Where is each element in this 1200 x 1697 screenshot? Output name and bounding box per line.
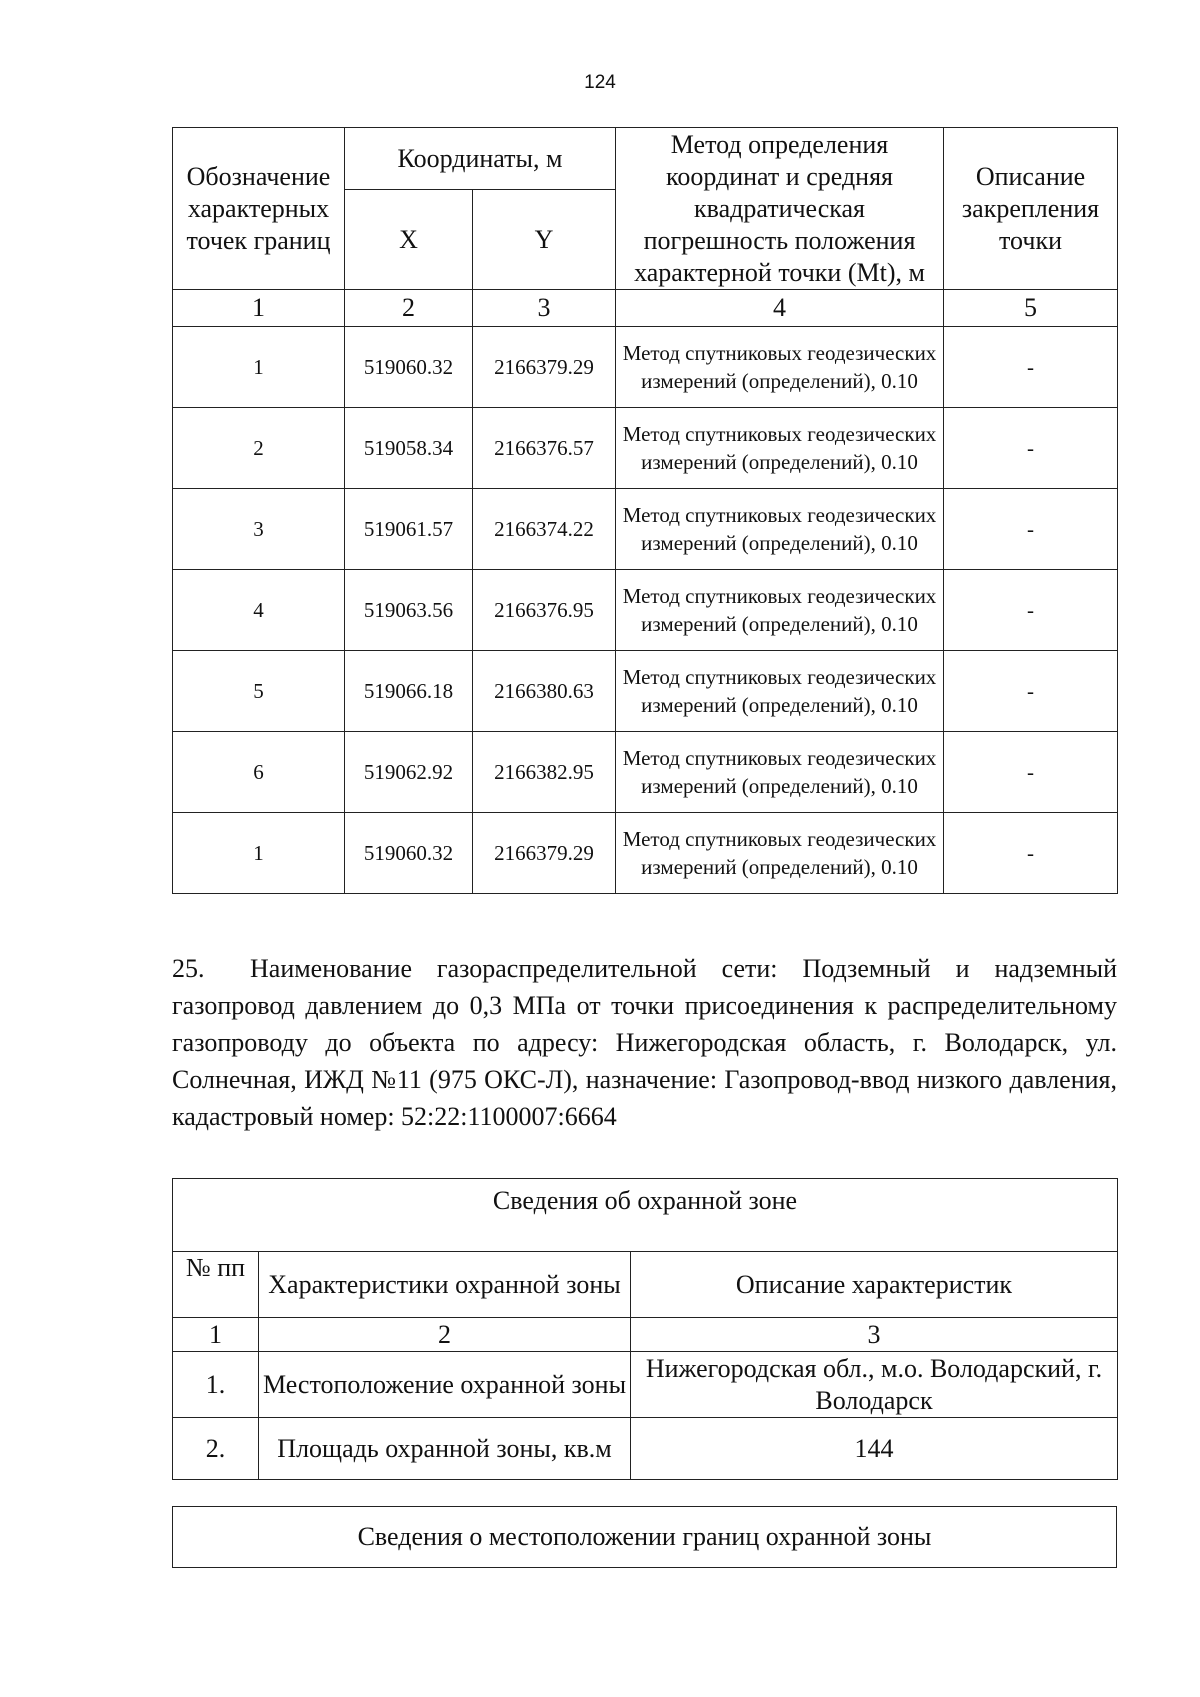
header-characteristics: Характеристики охранной зоны	[259, 1252, 631, 1318]
paragraph-number: 25.	[172, 954, 205, 983]
method-cell: Метод спутниковых геодезических измерений (определений), 0.10	[616, 732, 944, 813]
page-number: 124	[584, 72, 616, 93]
method-cell: Метод спутниковых геодезических измерений (определений), 0.10	[616, 570, 944, 651]
column-number: 3	[631, 1318, 1118, 1352]
header-number: № пп	[173, 1252, 259, 1318]
column-number: 2	[259, 1318, 631, 1352]
table-row	[173, 732, 1118, 813]
characteristic-value: 144	[631, 1418, 1118, 1480]
point-number: 1	[173, 813, 345, 894]
header-description: Описание характеристик	[631, 1252, 1118, 1318]
row-number: 2.	[173, 1418, 259, 1480]
point-number: 5	[173, 651, 345, 732]
fixing-description: -	[944, 651, 1118, 732]
row-number: 1.	[173, 1352, 259, 1418]
fixing-description: -	[944, 813, 1118, 894]
characteristic-name: Местоположение охранной зоны	[259, 1352, 631, 1418]
fixing-description: -	[944, 327, 1118, 408]
paragraph-text: Наименование газораспределительной сети: Подземный и надземный газопровод давлением до 0,3 МПа от точки присоединения к распределительному газопроводу до объекта по адресу: Нижегородская область, г. Володарск, ул. Солнечная, ИЖД №11 (975 ОКС-Л), назначение: Газопровод-ввод низкого давления, кадастровый номер: 52:22:1100007:6664	[172, 954, 1117, 1131]
table-row	[173, 327, 1118, 408]
x-coordinate: 519060.32	[345, 327, 473, 408]
header-x: X	[345, 190, 473, 290]
header-y: Y	[473, 190, 616, 290]
y-coordinate: 2166382.95	[473, 732, 616, 813]
point-number: 3	[173, 489, 345, 570]
boundaries-section-title	[172, 1506, 1117, 1568]
coordinates-table	[172, 127, 1118, 894]
column-numbers-row	[173, 290, 1118, 327]
x-coordinate: 519066.18	[345, 651, 473, 732]
column-number: 1	[173, 290, 345, 327]
point-number: 1	[173, 327, 345, 408]
column-number: 4	[616, 290, 944, 327]
x-coordinate: 519060.32	[345, 813, 473, 894]
characteristic-value: Нижегородская обл., м.о. Володарский, г. Володарск	[631, 1352, 1118, 1418]
table-row	[173, 489, 1118, 570]
zone-table-title: Сведения об охранной зоне	[173, 1179, 1118, 1252]
table-row	[173, 651, 1118, 732]
y-coordinate: 2166374.22	[473, 489, 616, 570]
characteristic-name: Площадь охранной зоны, кв.м	[259, 1418, 631, 1480]
x-coordinate: 519062.92	[345, 732, 473, 813]
fixing-description: -	[944, 732, 1118, 813]
header-fixing-description: Описание закрепления точки	[944, 128, 1118, 290]
column-number: 5	[944, 290, 1118, 327]
method-cell: Метод спутниковых геодезических измерений (определений), 0.10	[616, 489, 944, 570]
column-number: 1	[173, 1318, 259, 1352]
network-description-paragraph	[172, 950, 1117, 1135]
table-row	[173, 570, 1118, 651]
y-coordinate: 2166376.57	[473, 408, 616, 489]
boundaries-title-text: Сведения о местоположении границ охранной зоны	[357, 1522, 932, 1551]
header-method: Метод определения координат и средняя квадратическая погрешность положения характерной точки (Mt), м	[616, 128, 944, 290]
header-coordinates: Координаты, м	[345, 128, 616, 190]
point-number: 2	[173, 408, 345, 489]
table-row	[173, 1418, 1118, 1480]
x-coordinate: 519063.56	[345, 570, 473, 651]
point-number: 6	[173, 732, 345, 813]
column-numbers-row	[173, 1318, 1118, 1352]
method-cell: Метод спутниковых геодезических измерений (определений), 0.10	[616, 813, 944, 894]
column-number: 2	[345, 290, 473, 327]
y-coordinate: 2166380.63	[473, 651, 616, 732]
fixing-description: -	[944, 570, 1118, 651]
method-cell: Метод спутниковых геодезических измерений (определений), 0.10	[616, 327, 944, 408]
x-coordinate: 519061.57	[345, 489, 473, 570]
fixing-description: -	[944, 408, 1118, 489]
x-coordinate: 519058.34	[345, 408, 473, 489]
method-cell: Метод спутниковых геодезических измерений (определений), 0.10	[616, 408, 944, 489]
protection-zone-table	[172, 1178, 1118, 1480]
y-coordinate: 2166379.29	[473, 813, 616, 894]
header-point-designation: Обозначение характерных точек границ	[173, 128, 345, 290]
fixing-description: -	[944, 489, 1118, 570]
y-coordinate: 2166376.95	[473, 570, 616, 651]
table-row	[173, 813, 1118, 894]
point-number: 4	[173, 570, 345, 651]
table-row	[173, 1352, 1118, 1418]
method-cell: Метод спутниковых геодезических измерений (определений), 0.10	[616, 651, 944, 732]
table-row	[173, 408, 1118, 489]
column-number: 3	[473, 290, 616, 327]
y-coordinate: 2166379.29	[473, 327, 616, 408]
